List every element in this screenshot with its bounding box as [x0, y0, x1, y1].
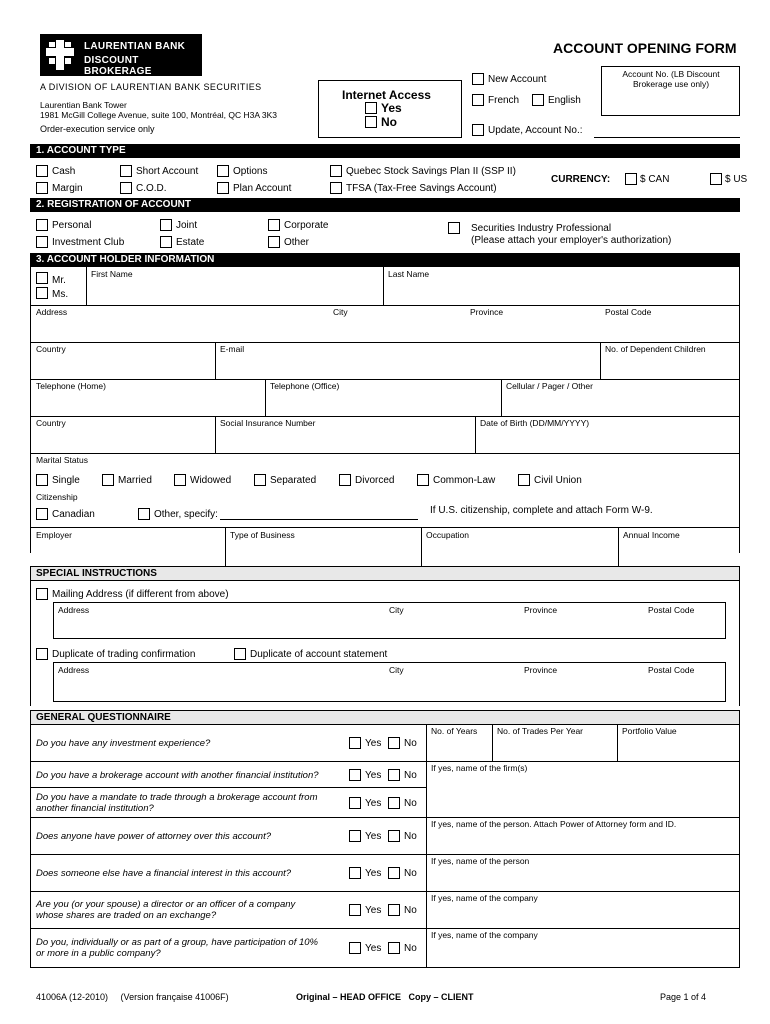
divider [618, 527, 619, 566]
cad-checkbox[interactable] [625, 173, 637, 185]
q4-response-label: If yes, name of the person. Attach Power of Attorney form and ID. [431, 819, 677, 829]
cellular-label: Cellular / Pager / Other [506, 381, 593, 391]
ssp-checkbox[interactable] [330, 165, 342, 177]
divider [739, 710, 740, 968]
divorced-label: Divorced [355, 475, 395, 486]
update-account-checkbox[interactable] [472, 124, 484, 136]
divider [215, 416, 216, 453]
joint-checkbox[interactable] [160, 219, 172, 231]
single-checkbox[interactable] [36, 474, 48, 486]
french-checkbox[interactable] [472, 94, 484, 106]
form-title: ACCOUNT OPENING FORM [553, 40, 737, 56]
tfsa-checkbox[interactable] [330, 182, 342, 194]
province-label: Province [470, 307, 504, 317]
divider [617, 724, 618, 761]
plan-account-label: Plan Account [233, 183, 292, 194]
mailing-address-field-label: Address [58, 605, 90, 615]
new-account-label: New Account [488, 74, 547, 85]
q3-yes-label: Yes [365, 798, 382, 809]
divider [30, 580, 740, 581]
mailing-address-checkbox[interactable] [36, 588, 48, 600]
country-2-label: Country [36, 418, 66, 428]
internet-yes-checkbox[interactable] [365, 102, 377, 114]
form-left-border [30, 267, 31, 553]
options-checkbox[interactable] [217, 165, 229, 177]
question-2: Do you have a brokerage account with another financial institution? [36, 770, 319, 781]
update-account-label: Update, Account No.: [488, 125, 583, 136]
estate-label: Estate [176, 237, 205, 248]
divider [492, 724, 493, 761]
divider [265, 379, 266, 416]
separated-checkbox[interactable] [254, 474, 266, 486]
section-account-type-header: 1. ACCOUNT TYPE [30, 144, 740, 158]
question-6-line2: whose shares are traded on an exchange? [36, 910, 217, 921]
form-code: 41006A (12-2010) (Version française 41006F) [36, 992, 229, 1002]
dup-postal-label: Postal Code [648, 665, 695, 675]
english-label: English [548, 95, 581, 106]
mailing-province-label: Province [524, 605, 558, 615]
divider [30, 967, 740, 968]
mailing-city-label: City [389, 605, 404, 615]
single-label: Single [52, 475, 80, 486]
divider [30, 710, 31, 968]
citizenship-label: Citizenship [36, 492, 78, 502]
question-4: Does anyone have power of attorney over this account? [36, 831, 272, 842]
q7-yes-checkbox[interactable] [349, 942, 361, 954]
logo-line1: LAURENTIAN BANK [84, 41, 186, 52]
ms-label: Ms. [52, 289, 69, 300]
address-line1: Laurentian Bank Tower [40, 100, 127, 110]
section-special-instructions-header: SPECIAL INSTRUCTIONS [30, 566, 740, 580]
divider [215, 342, 216, 379]
q3-no-label: No [404, 798, 417, 809]
securities-professional-checkbox[interactable] [448, 222, 460, 234]
widowed-label: Widowed [190, 475, 232, 486]
cash-label: Cash [52, 166, 76, 177]
divider [30, 891, 740, 892]
other-registration-checkbox[interactable] [268, 236, 280, 248]
corporate-label: Corporate [284, 220, 329, 231]
divider [421, 527, 422, 566]
margin-label: Margin [52, 183, 83, 194]
common-law-checkbox[interactable] [417, 474, 429, 486]
copies-note: Original – HEAD OFFICE Copy – CLIENT [296, 992, 474, 1002]
q1-yes-checkbox[interactable] [349, 737, 361, 749]
french-label: French [488, 95, 520, 106]
other-citizenship-input[interactable] [220, 519, 418, 520]
other-citizenship-label: Other, specify: [154, 509, 218, 520]
q2-no-label: No [404, 770, 417, 781]
page-number: Page 1 of 4 [660, 992, 707, 1002]
divider [30, 416, 740, 417]
divider [600, 342, 601, 379]
question-7-line2: or more in a public company? [36, 948, 161, 959]
divider [30, 817, 740, 818]
common-law-label: Common-Law [433, 475, 496, 486]
divider [739, 566, 740, 706]
q6-no-label: No [404, 905, 417, 916]
ssp-label: Quebec Stock Savings Plan II (SSP II) [346, 166, 516, 177]
q7-response-label: If yes, name of the company [431, 930, 538, 940]
q4-no-checkbox[interactable] [388, 830, 400, 842]
q4-yes-label: Yes [365, 831, 382, 842]
married-label: Married [118, 475, 152, 486]
question-3-line1: Do you have a mandate to trade through a brokerage account from [36, 792, 318, 803]
dup-trading-label: Duplicate of trading confirmation [52, 649, 196, 660]
widowed-checkbox[interactable] [174, 474, 186, 486]
q2-yes-label: Yes [365, 770, 382, 781]
civil-union-checkbox[interactable] [518, 474, 530, 486]
married-checkbox[interactable] [102, 474, 114, 486]
q2-no-checkbox[interactable] [388, 769, 400, 781]
investment-club-label: Investment Club [52, 237, 125, 248]
q2-response-label: If yes, name of the firm(s) [431, 763, 528, 773]
plan-account-checkbox[interactable] [217, 182, 229, 194]
first-name-label: First Name [91, 269, 133, 279]
internet-access-label: Internet Access [342, 88, 431, 102]
securities-professional-label: Securities Industry Professional [471, 223, 612, 234]
cod-label: C.O.D. [136, 183, 167, 194]
logo-line2: DISCOUNT BROKERAGE [84, 55, 152, 77]
sin-label: Social Insurance Number [220, 418, 316, 428]
other-citizenship-checkbox[interactable] [138, 508, 150, 520]
question-1: Do you have any investment experience? [36, 738, 211, 749]
postal-code-label: Postal Code [605, 307, 652, 317]
dup-address-label: Address [58, 665, 90, 675]
canadian-checkbox[interactable] [36, 508, 48, 520]
tfsa-label: TFSA (Tax-Free Savings Account) [346, 183, 497, 194]
q5-yes-checkbox[interactable] [349, 867, 361, 879]
q1-no-checkbox[interactable] [388, 737, 400, 749]
question-7-line1: Do you, individually or as part of a group, have participation of 10% [36, 937, 318, 948]
divorced-checkbox[interactable] [339, 474, 351, 486]
dup-statement-label: Duplicate of account statement [250, 649, 388, 660]
form-right-border [739, 267, 740, 553]
service-text: Order-execution service only [40, 124, 155, 134]
divider [30, 527, 740, 528]
email-label: E-mail [220, 344, 245, 354]
other-registration-label: Other [284, 237, 310, 248]
short-account-checkbox[interactable] [120, 165, 132, 177]
dup-trading-checkbox[interactable] [36, 648, 48, 660]
section-registration-header: 2. REGISTRATION OF ACCOUNT [30, 198, 740, 212]
account-no-label: Account No. (LB Discount Brokerage use only) [622, 69, 720, 89]
q3-no-checkbox[interactable] [388, 797, 400, 809]
employer-label: Employer [36, 530, 72, 540]
address-line2: 1981 McGill College Avenue, suite 100, Montréal, QC H3A 3K3 [40, 110, 278, 120]
bank-logo [40, 34, 202, 76]
divider [30, 453, 740, 454]
q6-no-checkbox[interactable] [388, 904, 400, 916]
civil-union-label: Civil Union [534, 475, 582, 486]
new-account-checkbox[interactable] [472, 73, 484, 85]
q5-no-label: No [404, 868, 417, 879]
divider [501, 379, 502, 416]
telephone-home-label: Telephone (Home) [36, 381, 106, 391]
business-type-label: Type of Business [230, 530, 295, 540]
usd-label: $ US [725, 174, 748, 185]
cash-checkbox[interactable] [36, 165, 48, 177]
mailing-postal-label: Postal Code [648, 605, 695, 615]
divider [30, 305, 740, 306]
dup-statement-checkbox[interactable] [234, 648, 246, 660]
dup-province-label: Province [524, 665, 558, 675]
q6-yes-checkbox[interactable] [349, 904, 361, 916]
canadian-label: Canadian [52, 509, 95, 520]
currency-label: CURRENCY: [551, 174, 611, 185]
q5-no-checkbox[interactable] [388, 867, 400, 879]
address-label: Address [36, 307, 68, 317]
section-holder-info-header: 3. ACCOUNT HOLDER INFORMATION [30, 253, 740, 267]
question-3-line2: another financial institution? [36, 803, 154, 814]
telephone-office-label: Telephone (Office) [270, 381, 340, 391]
q7-no-checkbox[interactable] [388, 942, 400, 954]
q4-no-label: No [404, 831, 417, 842]
personal-label: Personal [52, 220, 92, 231]
margin-checkbox[interactable] [36, 182, 48, 194]
divider [30, 854, 740, 855]
q2-yes-checkbox[interactable] [349, 769, 361, 781]
last-name-label: Last Name [388, 269, 430, 279]
q1-yes-label: Yes [365, 738, 382, 749]
internet-no-label: No [381, 115, 397, 129]
joint-label: Joint [176, 220, 198, 231]
q6-yes-label: Yes [365, 905, 382, 916]
annual-income-label: Annual Income [623, 530, 680, 540]
division-text: A DIVISION OF LAURENTIAN BANK SECURITIES [40, 82, 262, 92]
trades-label: No. of Trades Per Year [497, 726, 583, 736]
q7-no-label: No [404, 943, 417, 954]
marital-status-label: Marital Status [36, 455, 88, 465]
usd-checkbox[interactable] [710, 173, 722, 185]
q1-no-label: No [404, 738, 417, 749]
english-checkbox[interactable] [532, 94, 544, 106]
divider [86, 267, 87, 305]
estate-checkbox[interactable] [160, 236, 172, 248]
dependents-label: No. of Dependent Children [605, 344, 706, 354]
divider [30, 566, 31, 706]
divider [30, 787, 426, 788]
q7-yes-label: Yes [365, 943, 382, 954]
q5-yes-label: Yes [365, 868, 382, 879]
dob-label: Date of Birth (DD/MM/YYYY) [480, 418, 590, 428]
corporate-checkbox[interactable] [268, 219, 280, 231]
divider [475, 416, 476, 453]
question-5: Does someone else have a financial interest in this account? [36, 868, 292, 879]
country-label: Country [36, 344, 66, 354]
q5-response-label: If yes, name of the person [431, 856, 530, 866]
divider [225, 527, 226, 566]
occupation-label: Occupation [426, 530, 469, 540]
q3-yes-checkbox[interactable] [349, 797, 361, 809]
divider [30, 761, 740, 762]
ms-checkbox[interactable] [36, 287, 48, 299]
question-6-line1: Are you (or your spouse) a director or an officer of a company [36, 899, 296, 910]
mailing-address-label: Mailing Address (if different from above) [52, 589, 229, 600]
short-account-label: Short Account [136, 166, 199, 177]
securities-professional-note: (Please attach your employer's authorization) [471, 235, 672, 246]
years-label: No. of Years [431, 726, 478, 736]
mr-checkbox[interactable] [36, 272, 48, 284]
separated-label: Separated [270, 475, 317, 486]
internet-no-checkbox[interactable] [365, 116, 377, 128]
internet-yes-label: Yes [381, 101, 402, 115]
city-label: City [333, 307, 348, 317]
mr-label: Mr. [52, 275, 66, 286]
cad-label: $ CAN [640, 174, 670, 185]
divider [30, 342, 740, 343]
q6-response-label: If yes, name of the company [431, 893, 538, 903]
divider [30, 724, 740, 725]
dup-city-label: City [389, 665, 404, 675]
divider [30, 928, 740, 929]
us-citizenship-note: If U.S. citizenship, complete and attach Form W-9. [430, 505, 653, 516]
personal-checkbox[interactable] [36, 219, 48, 231]
options-label: Options [233, 166, 268, 177]
divider [30, 379, 740, 380]
investment-club-checkbox[interactable] [36, 236, 48, 248]
leaf-logo-icon [44, 38, 76, 72]
portfolio-label: Portfolio Value [622, 726, 677, 736]
divider [383, 267, 384, 305]
update-account-input[interactable] [594, 137, 740, 138]
q4-yes-checkbox[interactable] [349, 830, 361, 842]
cod-checkbox[interactable] [120, 182, 132, 194]
section-questionnaire-header: GENERAL QUESTIONNAIRE [30, 710, 740, 724]
